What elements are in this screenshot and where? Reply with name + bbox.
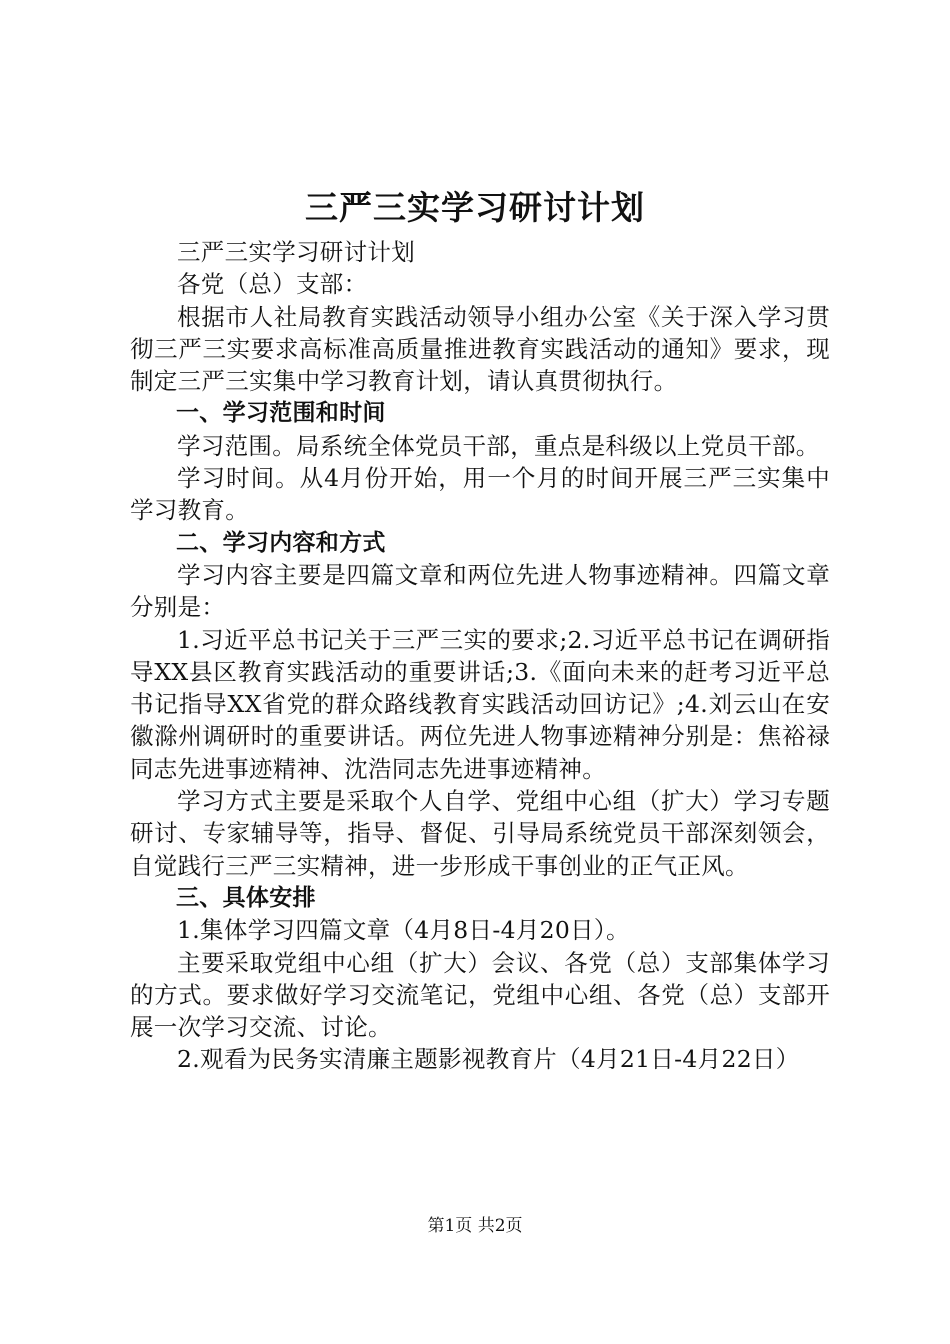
arrangement-detail-1: 主要采取党组中心组（扩大）会议、各党（总）支部集体学习的方式。要求做好学习交流笔记，党组中心组、各党（总）支部开展一次学习交流、讨论。 bbox=[130, 948, 830, 1042]
time-paragraph: 学习时间。从4月份开始，用一个月的时间开展三严三实集中学习教育。 bbox=[130, 464, 830, 525]
document-title: 三严三实学习研讨计划 bbox=[305, 188, 645, 227]
scope-paragraph: 学习范围。局系统全体党员干部，重点是科级以上党员干部。 bbox=[177, 431, 820, 460]
section-heading-1: 一、学习范围和时间 bbox=[176, 400, 386, 427]
articles-paragraph: 1.习近平总书记关于三严三实的要求;2.习近平总书记在调研指导XX县区教育实践活动的重要讲话;3.《面向未来的赶考习近平总书记指导XX省党的群众路线教育实践活动回访记》;4.刘云山在安徽滁州调研时的重要讲话。两位先进人物事迹精神分别是：焦裕禄同志先进事迹精神、沈浩同志先进事迹精神。 bbox=[130, 625, 830, 783]
section-heading-2: 二、学习内容和方式 bbox=[176, 529, 386, 556]
salutation-paragraph: 各党（总）支部： bbox=[177, 270, 368, 299]
subtitle-paragraph: 三严三实学习研讨计划 bbox=[177, 238, 415, 266]
arrangement-item-2: 2.观看为民务实清廉主题影视教育片（4月21日-4月22日） bbox=[177, 1045, 800, 1074]
content-paragraph: 学习内容主要是四篇文章和两位先进人物事迹精神。四篇文章分别是： bbox=[130, 560, 830, 622]
method-paragraph: 学习方式主要是采取个人自学、党组中心组（扩大）学习专题研讨、专家辅导等，指导、督促、引导局系统党员干部深刻领会，自觉践行三严三实精神，进一步形成干事创业的正气正风。 bbox=[130, 787, 830, 880]
document-body bbox=[130, 236, 830, 1076]
page-footer: 第1页 共2页 bbox=[427, 1216, 523, 1236]
arrangement-item-1: 1.集体学习四篇文章（4月8日-4月20日）。 bbox=[177, 916, 630, 945]
intro-paragraph: 根据市人社局教育实践活动领导小组办公室《关于深入学习贯彻三严三实要求高标准高质量推进教育实践活动的通知》要求，现制定三严三实集中学习教育计划，请认真贯彻执行。 bbox=[130, 302, 830, 396]
section-heading-3: 三、具体安排 bbox=[176, 884, 316, 911]
